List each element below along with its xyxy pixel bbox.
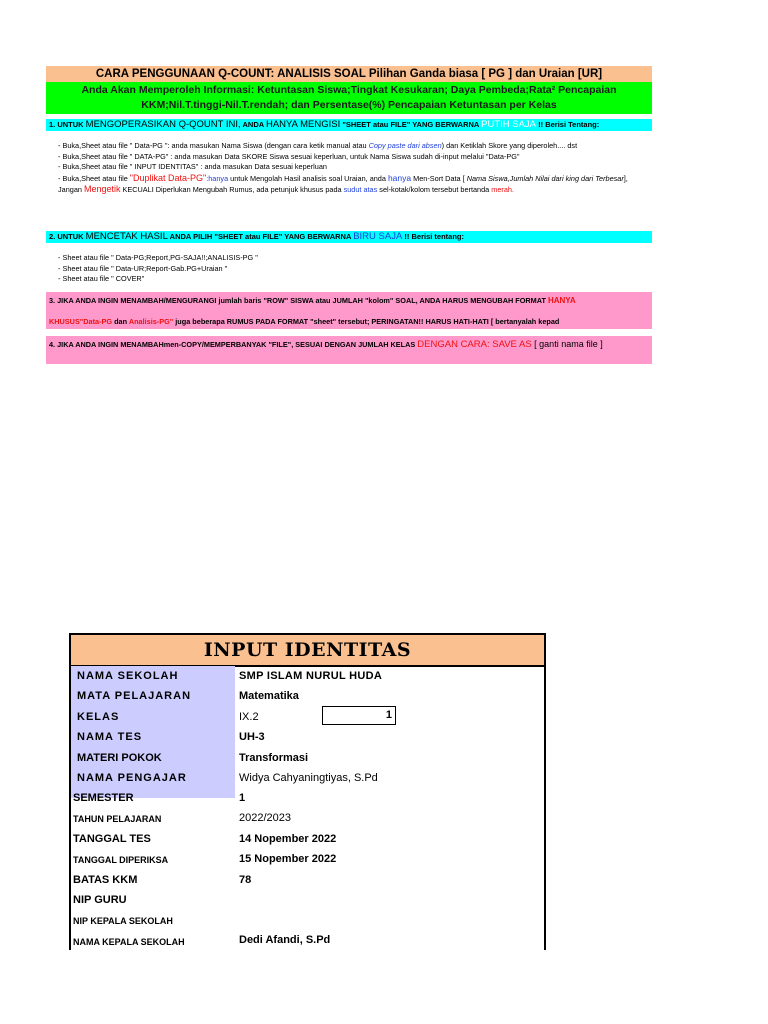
kelas-number-cell[interactable]: 1 bbox=[322, 706, 396, 725]
label-tanggal-diperiksa: TANGGAL DIPERIKSA bbox=[73, 855, 169, 865]
section-2-heading: 2. UNTUK MENCETAK HASIL ANDA PILIH "SHEET atau FILE" YANG BERWARNA BIRU SAJA !! Berisi tentang: bbox=[46, 231, 652, 243]
value-nama-sekolah[interactable]: SMP ISLAM NURUL HUDA bbox=[239, 670, 383, 682]
info-line-1: Anda Akan Memperoleh Informasi: Ketuntasan Siswa;Tingkat Kesukaran; Daya Pembeda;Rata² Pencapaian bbox=[81, 84, 617, 96]
note-item: - Buka,Sheet atau file " DATA-PG" : anda masukan Data SKORE Siswa sesuai keperluan, untuk Nama Siswa sudah di-input melalui "Data-PG" bbox=[58, 151, 520, 161]
value-tahun-pelajaran[interactable]: 2022/2023 bbox=[239, 812, 291, 824]
label-nama-sekolah: NAMA SEKOLAH bbox=[77, 670, 179, 682]
label-tahun-pelajaran: TAHUN PELAJARAN bbox=[73, 814, 162, 824]
label-nama-tes: NAMA TES bbox=[77, 731, 143, 743]
value-nama-kepala-sekolah[interactable]: Dedi Afandi, S.Pd bbox=[239, 934, 331, 946]
identitas-title: INPUT IDENTITAS bbox=[71, 635, 544, 667]
value-kelas[interactable]: IX.2 bbox=[239, 711, 259, 723]
label-kelas: KELAS bbox=[77, 711, 120, 723]
label-nama-kepala-sekolah: NAMA KEPALA SEKOLAH bbox=[73, 937, 185, 947]
label-tanggal-tes: TANGGAL TES bbox=[73, 833, 151, 845]
label-mata-pelajaran: MATA PELAJARAN bbox=[77, 690, 192, 702]
note-item: - Buka,Sheet atau file "Duplikat Data-PG":hanya untuk Mengolah Hasil analisis soal Uraian, anda hanya Men-Sort Data [ Nama Siswa,Jumlah Nilai dari king dari Terbesar], Jangan Mengetik KECUALI Diperlukan Mengubah Rumus, ada petunjuk khusus pada sudut atas sel-kotak/kolom tersebut bertanda merah. bbox=[58, 172, 628, 194]
section-1-heading: 1. UNTUK MENGOPERASIKAN Q-QOUNT INI, ANDA HANYA MENGISI "SHEET atau FILE" YANG BERWARNA PUTIH SAJA !! Berisi Tentang: bbox=[46, 119, 652, 131]
label-batas-kkm: BATAS KKM bbox=[73, 874, 138, 886]
value-nama-pengajar[interactable]: Widya Cahyaningtiyas, S.Pd bbox=[239, 772, 378, 784]
value-semester[interactable]: 1 bbox=[239, 792, 246, 804]
section-1-notes bbox=[46, 141, 652, 196]
label-semester: SEMESTER bbox=[73, 792, 134, 804]
page-title: CARA PENGGUNAAN Q-COUNT: ANALISIS SOAL Pilihan Ganda biasa [ PG ] dan Uraian [UR] bbox=[46, 66, 652, 82]
section-3-warning: 3. JIKA ANDA INGIN MENAMBAH/MENGURANGI jumlah baris "ROW" SISWA atau JUMLAH "kolom" SOAL, ANDA HARUS MENGUBAH FORMAT HANYA KHUSUS"Data-PG dan Analisis-PG" juga beberapa RUMUS PADA FORMAT "sheet" tersebut; PERINGATAN!! HARUS HATI-HATI [ bertanyalah kepad bbox=[46, 292, 652, 329]
label-nip-guru: NIP GURU bbox=[73, 894, 127, 906]
section-4-note: 4. JIKA ANDA INGIN MENAMBAHmen-COPY/MEMPERBANYAK "FILE", SESUAI DENGAN JUMLAH KELAS DENGAN CARA: SAVE AS [ ganti nama file ] bbox=[46, 336, 652, 364]
label-nip-kepala-sekolah: NIP KEPALA SEKOLAH bbox=[73, 916, 173, 926]
value-tanggal-diperiksa[interactable]: 15 Nopember 2022 bbox=[239, 853, 337, 865]
value-nama-tes[interactable]: UH-3 bbox=[239, 731, 265, 743]
value-materi-pokok[interactable]: Transformasi bbox=[239, 752, 309, 764]
note-item: - Buka,Sheet atau file " Data-PG ": anda masukan Nama Siswa (dengan cara ketik manual atau Copy paste dari absen) dan Ketiklah Skore yang diperoleh.... dst bbox=[58, 141, 578, 150]
note-item: - Sheet atau file " Data-PG;Report,PG-SAJA!!;ANALISIS-PG " bbox=[58, 253, 258, 262]
identitas-form bbox=[69, 633, 546, 950]
value-batas-kkm[interactable]: 78 bbox=[239, 874, 252, 886]
note-item: - Buka,Sheet atau file " INPUT IDENTITAS" : anda masukan Data sesuai keperluan bbox=[58, 162, 327, 171]
note-item: - Sheet atau file " Data-UR;Report-Gab.PG+Uraian " bbox=[58, 263, 228, 273]
label-materi-pokok: MATERI POKOK bbox=[77, 752, 162, 764]
note-item: - Sheet atau file " COVER" bbox=[58, 274, 145, 283]
info-line-2: KKM;Nil.T.tinggi-Nil.T.rendah; dan Persentase(%) Pencapaian Ketuntasan per Kelas bbox=[141, 99, 557, 111]
info-banner bbox=[46, 82, 652, 114]
value-tanggal-tes[interactable]: 14 Nopember 2022 bbox=[239, 833, 337, 845]
label-nama-pengajar: NAMA PENGAJAR bbox=[77, 772, 187, 784]
value-mata-pelajaran[interactable]: Matematika bbox=[239, 690, 299, 702]
section-2-notes bbox=[46, 253, 652, 285]
